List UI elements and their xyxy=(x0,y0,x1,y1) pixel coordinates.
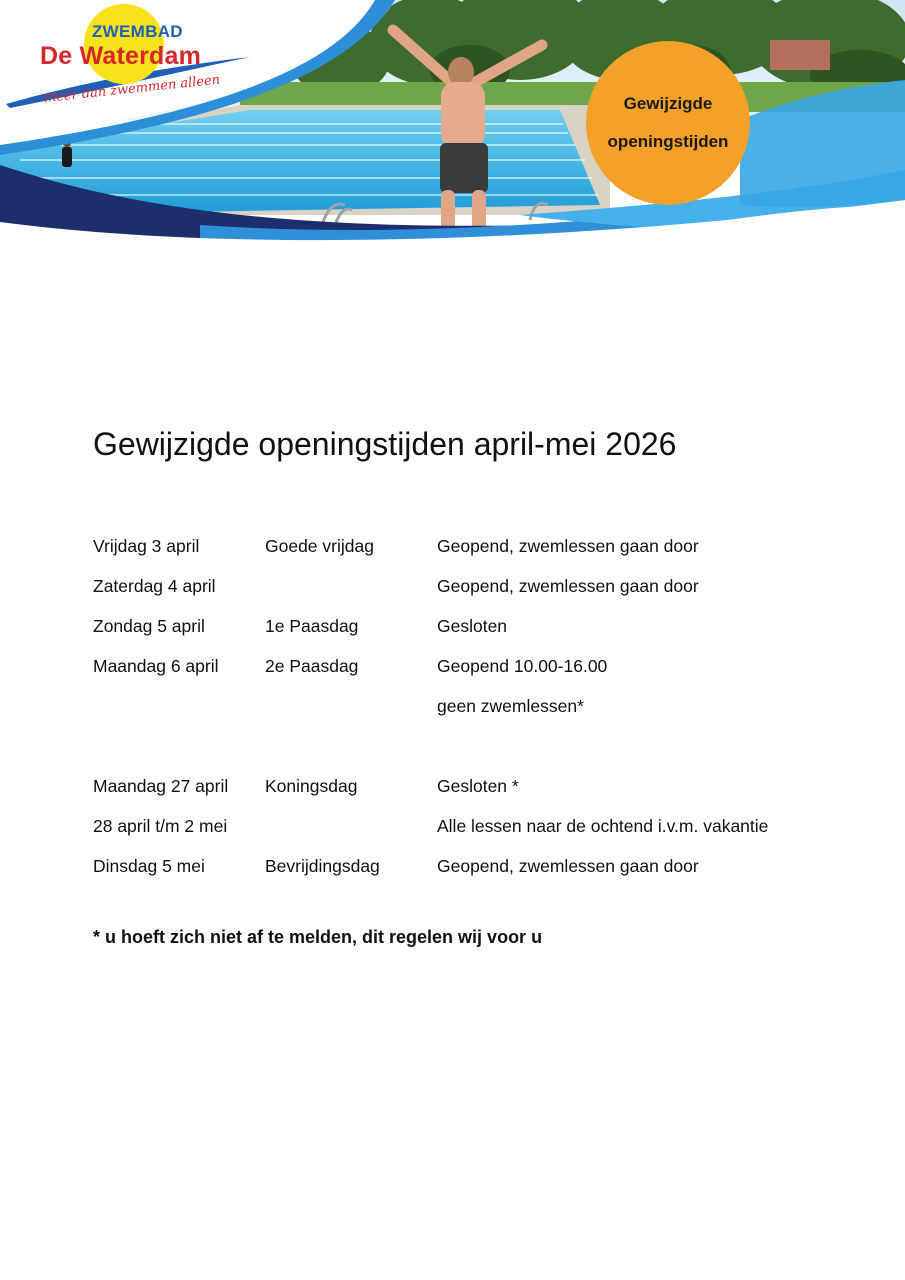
logo-name-text: De Waterdam xyxy=(40,42,202,70)
schedule-occasion: Bevrijdingsdag xyxy=(265,855,380,876)
schedule-date: Zondag 5 april xyxy=(93,615,205,636)
schedule-row xyxy=(93,766,853,806)
schedule-info: Geopend, zwemlessen gaan door xyxy=(437,575,699,596)
schedule-row xyxy=(93,526,853,566)
logo[interactable] xyxy=(8,4,258,122)
schedule-date: Vrijdag 3 april xyxy=(93,535,200,556)
badge-line-2: openingstijden xyxy=(607,132,729,151)
schedule-row xyxy=(93,686,853,726)
schedule-info: Geopend, zwemlessen gaan door xyxy=(437,855,699,876)
schedule-info: Gesloten xyxy=(437,615,508,636)
page-title: Gewijzigde openingstijden april-mei 2026 xyxy=(93,426,677,462)
schedule-row xyxy=(93,806,853,846)
header-banner xyxy=(0,0,905,262)
badge-line-1: Gewijzigde xyxy=(623,94,713,113)
schedule-occasion: Goede vrijdag xyxy=(265,535,374,556)
schedule-row xyxy=(93,846,853,886)
schedule-info: Alle lessen naar de ochtend i.v.m. vakantie xyxy=(437,815,769,836)
schedule-info: Geopend 10.00-16.00 xyxy=(437,655,608,676)
logo-zwembad-text: ZWEMBAD xyxy=(92,22,183,41)
schedule-info: geen zwemlessen* xyxy=(437,695,584,716)
schedule-occasion: 1e Paasdag xyxy=(265,615,359,636)
schedule-date: Maandag 27 april xyxy=(93,775,229,796)
schedule-spacer xyxy=(93,726,853,766)
schedule-occasion: 2e Paasdag xyxy=(265,655,359,676)
schedule-occasion: Koningsdag xyxy=(265,775,358,796)
logo-tagline-text: meer dan zwemmen alleen xyxy=(43,72,221,106)
schedule-row xyxy=(93,606,853,646)
footnote: * u hoeft zich niet af te melden, dit regelen wij voor u xyxy=(93,927,543,947)
schedule-row xyxy=(93,646,853,686)
schedule-date: Maandag 6 april xyxy=(93,655,219,676)
opening-hours-badge xyxy=(586,41,750,205)
schedule-table xyxy=(93,526,853,886)
schedule-date: 28 april t/m 2 mei xyxy=(93,815,228,836)
schedule-info: Geopend, zwemlessen gaan door xyxy=(437,535,699,556)
schedule-date: Dinsdag 5 mei xyxy=(93,855,205,876)
schedule-info: Gesloten * xyxy=(437,775,519,796)
schedule-row xyxy=(93,566,853,606)
schedule-date: Zaterdag 4 april xyxy=(93,575,216,596)
